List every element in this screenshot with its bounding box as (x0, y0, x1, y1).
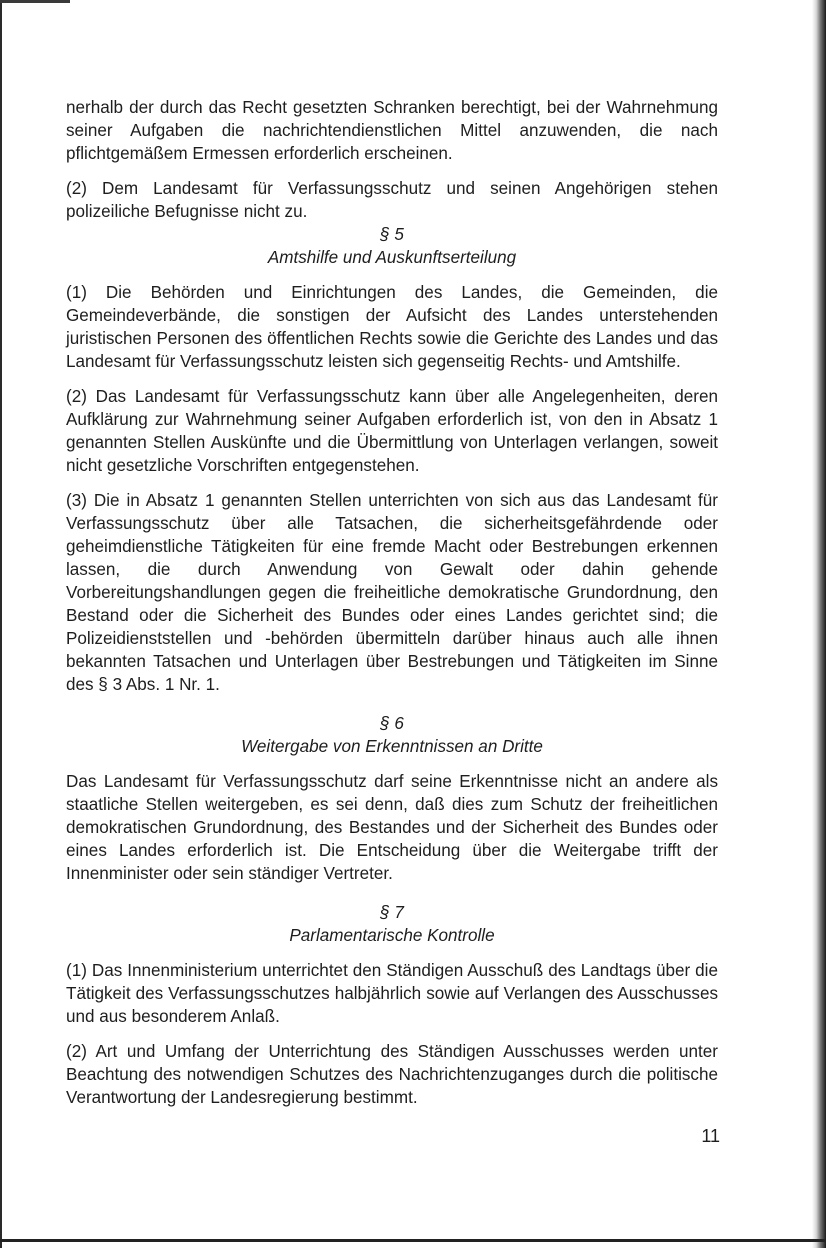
spacer (66, 885, 718, 901)
intro-paragraph-1: nerhalb der durch das Recht gesetzten Schranken berechtigt, bei der Wahrnehmung seiner Aufgaben die nachrichtendienstlichen Mittel anzuwenden, die nach pflichtgemäßem Ermessen erforderlich erscheinen. (66, 98, 718, 163)
scan-edge-bottom (0, 1239, 826, 1242)
section-paragraph: (2) Das Landesamt für Verfassungsschutz kann über alle Angelegenheiten, deren Aufklärung zur Wahrnehmung seiner Aufgaben erforderlich ist, von den in Absatz 1 genannten Stellen Auskünfte und die Übermittlung von Unterlagen verlangen, soweit nicht gesetzliche Vorschriften entgegenstehen. (66, 387, 718, 475)
section-5 (66, 223, 718, 696)
scan-edge-right (812, 0, 826, 1248)
section-paragraph: (3) Die in Absatz 1 genannten Stellen unterrichten von sich aus das Landesamt für Verfassungsschutz über alle Tatsachen, die sicherheitsgefährdende oder geheimdienstliche Tätigkeiten für eine fremde Macht oder Bestrebungen erkennen lassen, die durch Anwendung von Gewalt oder dahin gehende Vorbereitungshandlungen gegen die freiheitliche demokratische Grundordnung, den Bestand oder die Sicherheit des Bundes oder eines Landes gerichtet sind; die Polizeidienststellen und -behörden übermitteln darüber hinaus auch alle ihnen bekannten Tatsachen und Unterlagen über Bestrebungen und Tätigkeiten im Sinne des § 3 Abs. 1 Nr. 1. (66, 491, 718, 694)
spacer (66, 696, 718, 712)
section-6 (66, 712, 718, 885)
section-number: § 5 (380, 225, 404, 244)
section-number: § 6 (380, 714, 404, 733)
section-number: § 7 (380, 903, 404, 922)
section-paragraph: Das Landesamt für Verfassungsschutz darf seine Erkenntnisse nicht an andere als staatliche Stellen weitergeben, es sei denn, daß dies zum Schutz der freiheitlichen demokratischen Grundordnung, des Bestandes und der Sicherheit des Bundes oder eines Landes erforderlich ist. Die Entscheidung über die Weitergabe trifft der Innenminister oder sein ständiger Vertreter. (66, 772, 718, 883)
section-paragraph: (1) Das Innenministerium unterrichtet den Ständigen Ausschuß des Landtags über die Tätigkeit des Verfassungsschutzes halbjährlich sowie auf Verlangen des Ausschusses und aus besonderem Anlaß. (66, 961, 718, 1026)
scan-edge-left (0, 0, 2, 1248)
section-paragraph: (1) Die Behörden und Einrichtungen des Landes, die Gemeinden, die Gemeindeverbände, die sonstigen der Aufsicht des Landes unterstehenden juristischen Personen des öffentlichen Rechts sowie die Gerichte des Landes und das Landesamt für Verfassungsschutz leisten sich gegenseitig Rechts- und Amtshilfe. (66, 283, 718, 371)
page-number: 11 (701, 1126, 720, 1146)
section-title: Amtshilfe und Auskunftserteilung (267, 248, 517, 267)
section-title: Parlamentarische Kontrolle (289, 926, 495, 945)
scan-edge-top (0, 0, 70, 3)
document-page (66, 96, 718, 1109)
section-paragraph: (2) Art und Umfang der Unterrichtung des Ständigen Ausschusses werden unter Beachtung des notwendigen Schutzes des Nachrichtenzuganges durch die politische Verantwortung der Landesregierung bestimmt. (66, 1042, 718, 1107)
intro-paragraph-2: (2) Dem Landesamt für Verfassungsschutz und seinen Angehörigen stehen polizeiliche Befugnisse nicht zu. (66, 179, 718, 221)
section-7 (66, 901, 718, 1109)
section-title: Weitergabe von Erkenntnissen an Dritte (241, 737, 543, 756)
